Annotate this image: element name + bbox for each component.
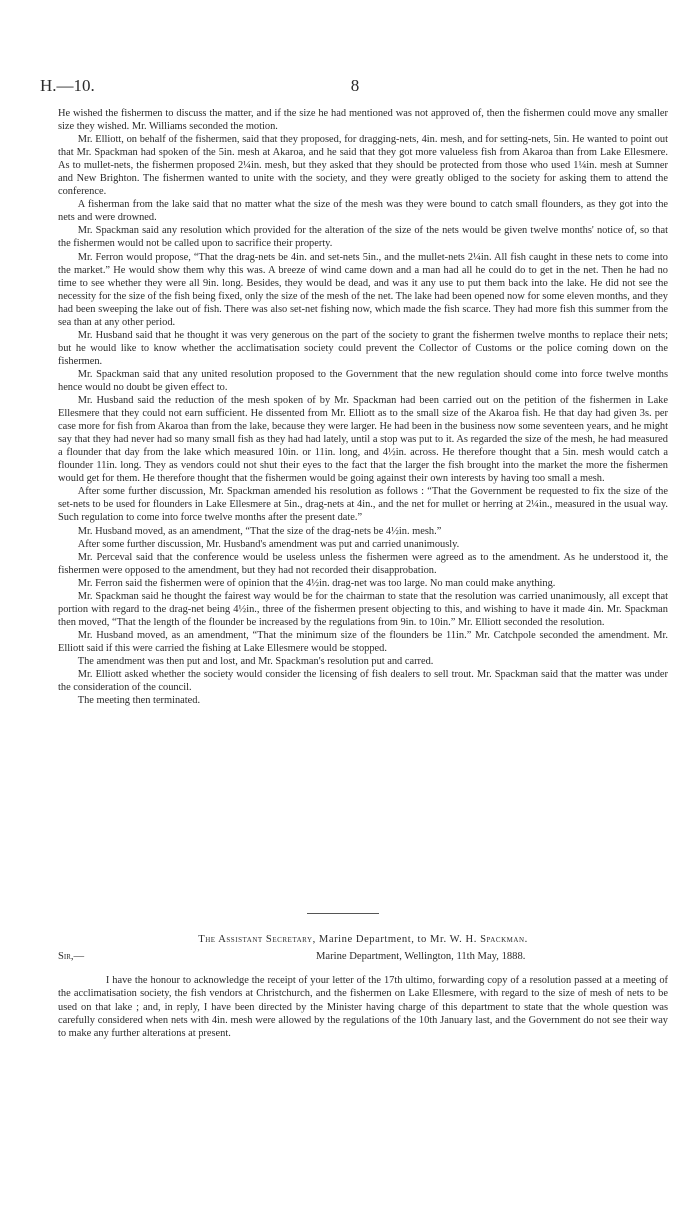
paragraph: Mr. Husband said that he thought it was very generous on the part of the society to grant the fishermen twelve months to replace their nets; but he would like to know whether the acclimatisation society could prevent the Collector of Customs or the police coming down on the fishermen.: [58, 329, 668, 367]
paragraph: Mr. Elliott asked whether the society would consider the licensing of fish dealers to sell trout. Mr. Spackman said that the matter was under the consideration of the council.: [58, 669, 668, 694]
paragraph: Mr. Perceval said that the conference would be useless unless the fishermen were agreed as to the amendment. As he understood it, the fishermen were opposed to the amendment, but they had not recorded their disapprobation.: [58, 551, 668, 576]
paragraph: Mr. Spackman said he thought the fairest way would be for the chairman to state that the resolution was carried unanimously, all except that portion with regard to the drag-net being 4½in., three of the fishermen present objecting to this, and wishing to have it made 4in. Mr. Spackman then moved, “That the length of the flounder be increased by the regulations from 9in. to 10in.” Mr. Elliott seconded the resolution.: [58, 590, 668, 628]
letter-sender: The Assistant Secretary: [198, 934, 313, 945]
paragraph: The meeting then terminated.: [77, 695, 201, 707]
paragraph: After some further discussion, Mr. Husband's amendment was put and carried unanimously.: [77, 538, 460, 550]
paragraph: Mr. Husband moved, as an amendment, “That the size of the drag-nets be 4½in. mesh.”: [77, 525, 442, 537]
letter-body: I have the honour to acknowledge the receipt of your letter of the 17th ultimo, forwarding copy of a resolution passed at a meeting of the acclimatisation society, the fish vendors at Christchurch, and the fishermen on Lake Ellesmere, with regard to the size of mesh of nets to be used on that lake ; and, in reply, I have been directed by the Minister having charge of this department to state that the whole question was carefully considered when nets with 4in. mesh were allowed by the regulations of the 10th January last, and the Government do not see their way to make any further alterations at present.: [58, 975, 668, 1039]
page-number: 8: [350, 76, 360, 95]
page-header: [40, 76, 670, 96]
paragraph: Mr. Ferron said the fishermen were of opinion that the 4½in. drag-net was too large. No man could make anything.: [77, 577, 556, 589]
letter-address: Marine Department, Wellington, 11th May, 1888.: [316, 951, 526, 962]
paragraph: Mr. Spackman said that any united resolution proposed to the Government that the new regulation should come into force twelve months hence would no doubt be given effect to.: [58, 368, 668, 393]
paragraph: Mr. Ferron would propose, “That the drag-nets be 4in. and set-nets 5in., and the mullet-nets 2¼in. All fish caught in these nets to come into the market.” He would show them why this was. A breeze of wind came down and a man had all he could do to get in the net. Then he had no time to see whether they were all 9in. long. Besides, they would be dead, and was it any use to put them back into the lake. He did not see the necessity for the size of the fish being fixed, only the size of the mesh of the net. The lake had been opened now for some eleven months, and they had been sweeping the lake out of fish. There was also set-net fishing now, which made the fish scarce. They had more fish this summer from the sea than at any other period.: [58, 251, 668, 328]
letter-title-end: .: [524, 934, 528, 945]
letter-salutation-row: [58, 951, 668, 965]
document-reference: H.—10.: [40, 76, 95, 95]
paragraph: Mr. Spackman said any resolution which provided for the alteration of the size of the nets would be given twelve months' notice of, so that the fishermen would not be called upon to sacrifice their property.: [58, 225, 668, 250]
paragraph: He wished the fishermen to discuss the matter, and if the size he had mentioned was not approved of, then the fishermen could move any smaller size they wished. Mr. Williams seconded the motion.: [58, 108, 668, 133]
paragraph: A fisherman from the lake said that no matter what the size of the mesh was they were bound to catch small flounders, as they got into the nets and were drowned.: [58, 199, 668, 224]
meeting-report: [58, 107, 668, 707]
paragraph: Mr. Elliott, on behalf of the fishermen, said that they proposed, for dragging-nets, 4in. mesh, and for setting-nets, 5in. He wanted to point out that Mr. Spackman had spoken of the 5in. mesh at Akaroa, and he said that they got more valueless fish from Akaroa than from Lake Ellesmere. As to mullet-nets, the fishermen proposed 2¼in. mesh, but they asked that they should be protected from those who used 1¼in. mesh at Sumner and New Brighton. The fishermen wanted to unite with the society, and they were greatly obliged to the society for asking them to attend the conference.: [58, 134, 668, 198]
letter-title-middle: , Marine Department, to Mr. W. H.: [312, 934, 481, 945]
letter-title: [58, 934, 668, 945]
paragraph: Mr. Husband said the reduction of the mesh spoken of by Mr. Spackman had been carried out on the petition of the fishermen in Lake Ellesmere that they could not earn sufficient. He dissented from Mr. Elliott as to the small size of the Akaroa fish. He that day had given 3s. per case more for fish from Akaroa than from the lake, because they were larger. He had been in the business now some seventeen years, and he might say that they had never had so many small fish as they had had lately, until a stop was put to it. As regarded the size of the mesh, he had measured a flounder that day from the lake which measured 10in. or 11in. long, and 4½in. across. He therefore thought that a 5in. mesh would catch a flounder 11in. long. They as vendors could not shut their eyes to the fact that the larger the fish brought into the market the more the fishermen would get for them. He therefore thought that the fishermen would be going against their own interests by having too small a mesh.: [58, 395, 668, 485]
letter-recipient: Spackman: [480, 934, 525, 945]
letter-salutation: Sir,—: [58, 951, 85, 962]
section-divider: [307, 913, 379, 914]
paragraph: Mr. Husband moved, as an amendment, “That the minimum size of the flounders be 11in.” Mr. Catchpole seconded the amendment. Mr. Elliott said if this were carried the fishing at Lake Ellesmere would be stopped.: [58, 629, 668, 654]
paragraph: The amendment was then put and lost, and Mr. Spackman's resolution put and carred.: [77, 655, 434, 667]
paragraph: After some further discussion, Mr. Spackman amended his resolution as follows : “That the Government be requested to fix the size of the set-nets to be used for flounders in Lake Ellesmere at 5in., drag-nets at 4in., and the net for mullet or herring at 2¼in., measured in the usual way. Such regulation to come into force twelve months after the present date.”: [58, 486, 668, 524]
